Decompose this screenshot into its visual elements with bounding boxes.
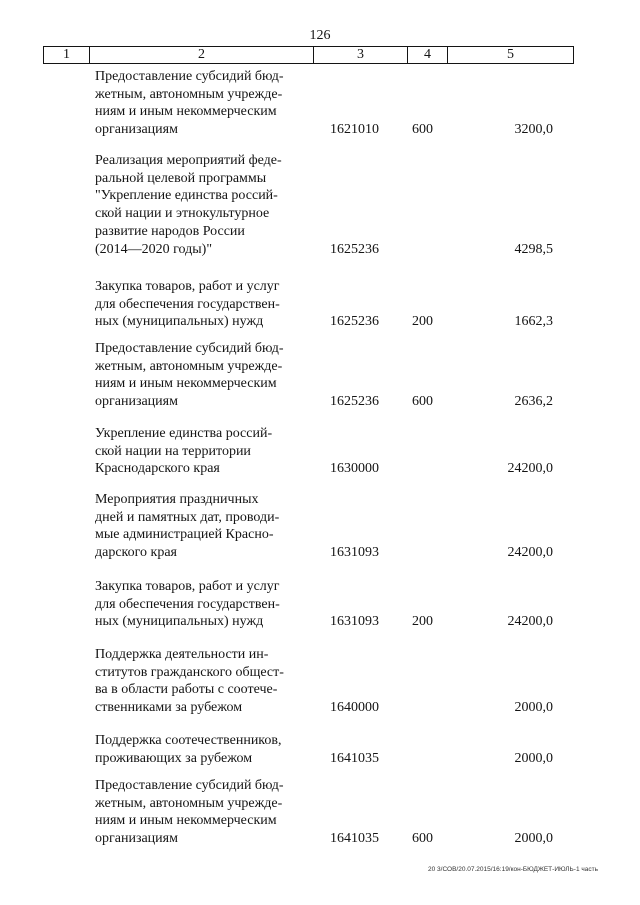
row-amount: 2000,0 — [514, 831, 553, 847]
row-description — [95, 646, 303, 717]
description-line: мые администрацией Красно- — [95, 527, 274, 543]
row-amount: 1662,3 — [514, 314, 553, 330]
row-amount: 3200,0 — [514, 122, 553, 138]
row-amount: 2636,2 — [514, 394, 553, 410]
row-code: 1631093 — [330, 545, 379, 561]
description-line: (2014—2020 годы)" — [95, 241, 213, 257]
description-line: организациям — [95, 831, 178, 847]
description-line: Предоставление субсидий бюд- — [95, 69, 284, 84]
row-code: 1640000 — [330, 700, 379, 716]
header-col-3: 3 — [314, 47, 408, 63]
description-line: Поддержка деятельности ин- — [95, 647, 269, 662]
description-line: ской нации и этнокультурное — [95, 206, 270, 222]
description-line: ниям и иным некоммерческим — [95, 813, 277, 829]
row-code: 1630000 — [330, 461, 379, 477]
row-amount: 2000,0 — [514, 700, 553, 716]
header-col-5: 5 — [507, 47, 514, 62]
row-amount: 24200,0 — [507, 461, 553, 477]
description-line: ва в области работы с соотече- — [95, 682, 278, 698]
row-code: 1621010 — [330, 122, 379, 138]
row-expense-type: 600 — [412, 122, 433, 138]
description-line: организациям — [95, 394, 178, 410]
description-line: ститутов гражданского общест- — [95, 664, 284, 680]
row-code: 1631093 — [330, 614, 379, 630]
row-expense-type: 200 — [412, 314, 433, 330]
description-line: Поддержка соотечественников, — [95, 733, 282, 748]
description-line: для обеспечения государствен- — [95, 596, 280, 612]
header-col-1: 1 — [44, 47, 90, 63]
row-description — [95, 68, 303, 139]
row-description — [95, 491, 303, 562]
description-line: Закупка товаров, работ и услуг — [95, 579, 280, 594]
row-code: 1625236 — [330, 314, 379, 330]
row-expense-type: 600 — [412, 394, 433, 410]
row-amount: 4298,5 — [514, 241, 553, 257]
description-line: жетным, автономным учрежде- — [95, 86, 283, 102]
description-line: Закупка товаров, работ и услуг — [95, 279, 280, 294]
header-col-4: 4 — [408, 47, 448, 63]
description-line: ственниками за рубежом — [95, 700, 243, 716]
description-line: развитие народов России — [95, 223, 245, 239]
page-number: 126 — [309, 28, 331, 43]
row-description — [95, 777, 303, 848]
row-description — [95, 732, 303, 767]
description-line: Реализация мероприятий феде- — [95, 153, 282, 168]
description-line: ных (муниципальных) нужд — [95, 314, 264, 330]
row-expense-type: 600 — [412, 831, 433, 847]
description-line: дней и памятных дат, проводи- — [95, 509, 280, 525]
footer-note: 20 3/СОВ/20.07.2015/16:19/кон-БЮДЖЕТ-ИЮЛЬ-1 часть — [428, 866, 598, 873]
description-line: Краснодарского края — [95, 461, 220, 477]
row-amount: 2000,0 — [514, 750, 553, 766]
row-code: 1641035 — [330, 831, 379, 847]
row-code: 1641035 — [330, 750, 379, 766]
header-col-2: 2 — [90, 47, 314, 63]
row-amount: 24200,0 — [507, 545, 553, 561]
description-line: ской нации на территории — [95, 443, 251, 459]
row-description — [95, 578, 303, 631]
description-line: ниям и иным некоммерческим — [95, 104, 277, 120]
description-line: Укрепление единства россий- — [95, 426, 273, 441]
description-line: Предоставление субсидий бюд- — [95, 778, 284, 793]
description-line: Мероприятия праздничных — [95, 492, 259, 507]
description-line: Предоставление субсидий бюд- — [95, 341, 284, 356]
row-description — [95, 340, 303, 411]
description-line: проживающих за рубежом — [95, 750, 253, 766]
description-line: ных (муниципальных) нужд — [95, 614, 264, 630]
description-line: ральной целевой программы — [95, 170, 267, 186]
row-description — [95, 425, 303, 478]
row-code: 1625236 — [330, 394, 379, 410]
row-description — [95, 152, 303, 258]
description-line: для обеспечения государствен- — [95, 296, 280, 312]
row-amount: 24200,0 — [507, 614, 553, 630]
row-expense-type: 200 — [412, 614, 433, 630]
row-description — [95, 278, 303, 331]
description-line: дарского края — [95, 545, 177, 561]
row-code: 1625236 — [330, 241, 379, 257]
description-line: организациям — [95, 122, 178, 138]
description-line: "Укрепление единства россий- — [95, 188, 278, 204]
description-line: ниям и иным некоммерческим — [95, 376, 277, 392]
description-line: жетным, автономным учрежде- — [95, 795, 283, 811]
description-line: жетным, автономным учрежде- — [95, 358, 283, 374]
